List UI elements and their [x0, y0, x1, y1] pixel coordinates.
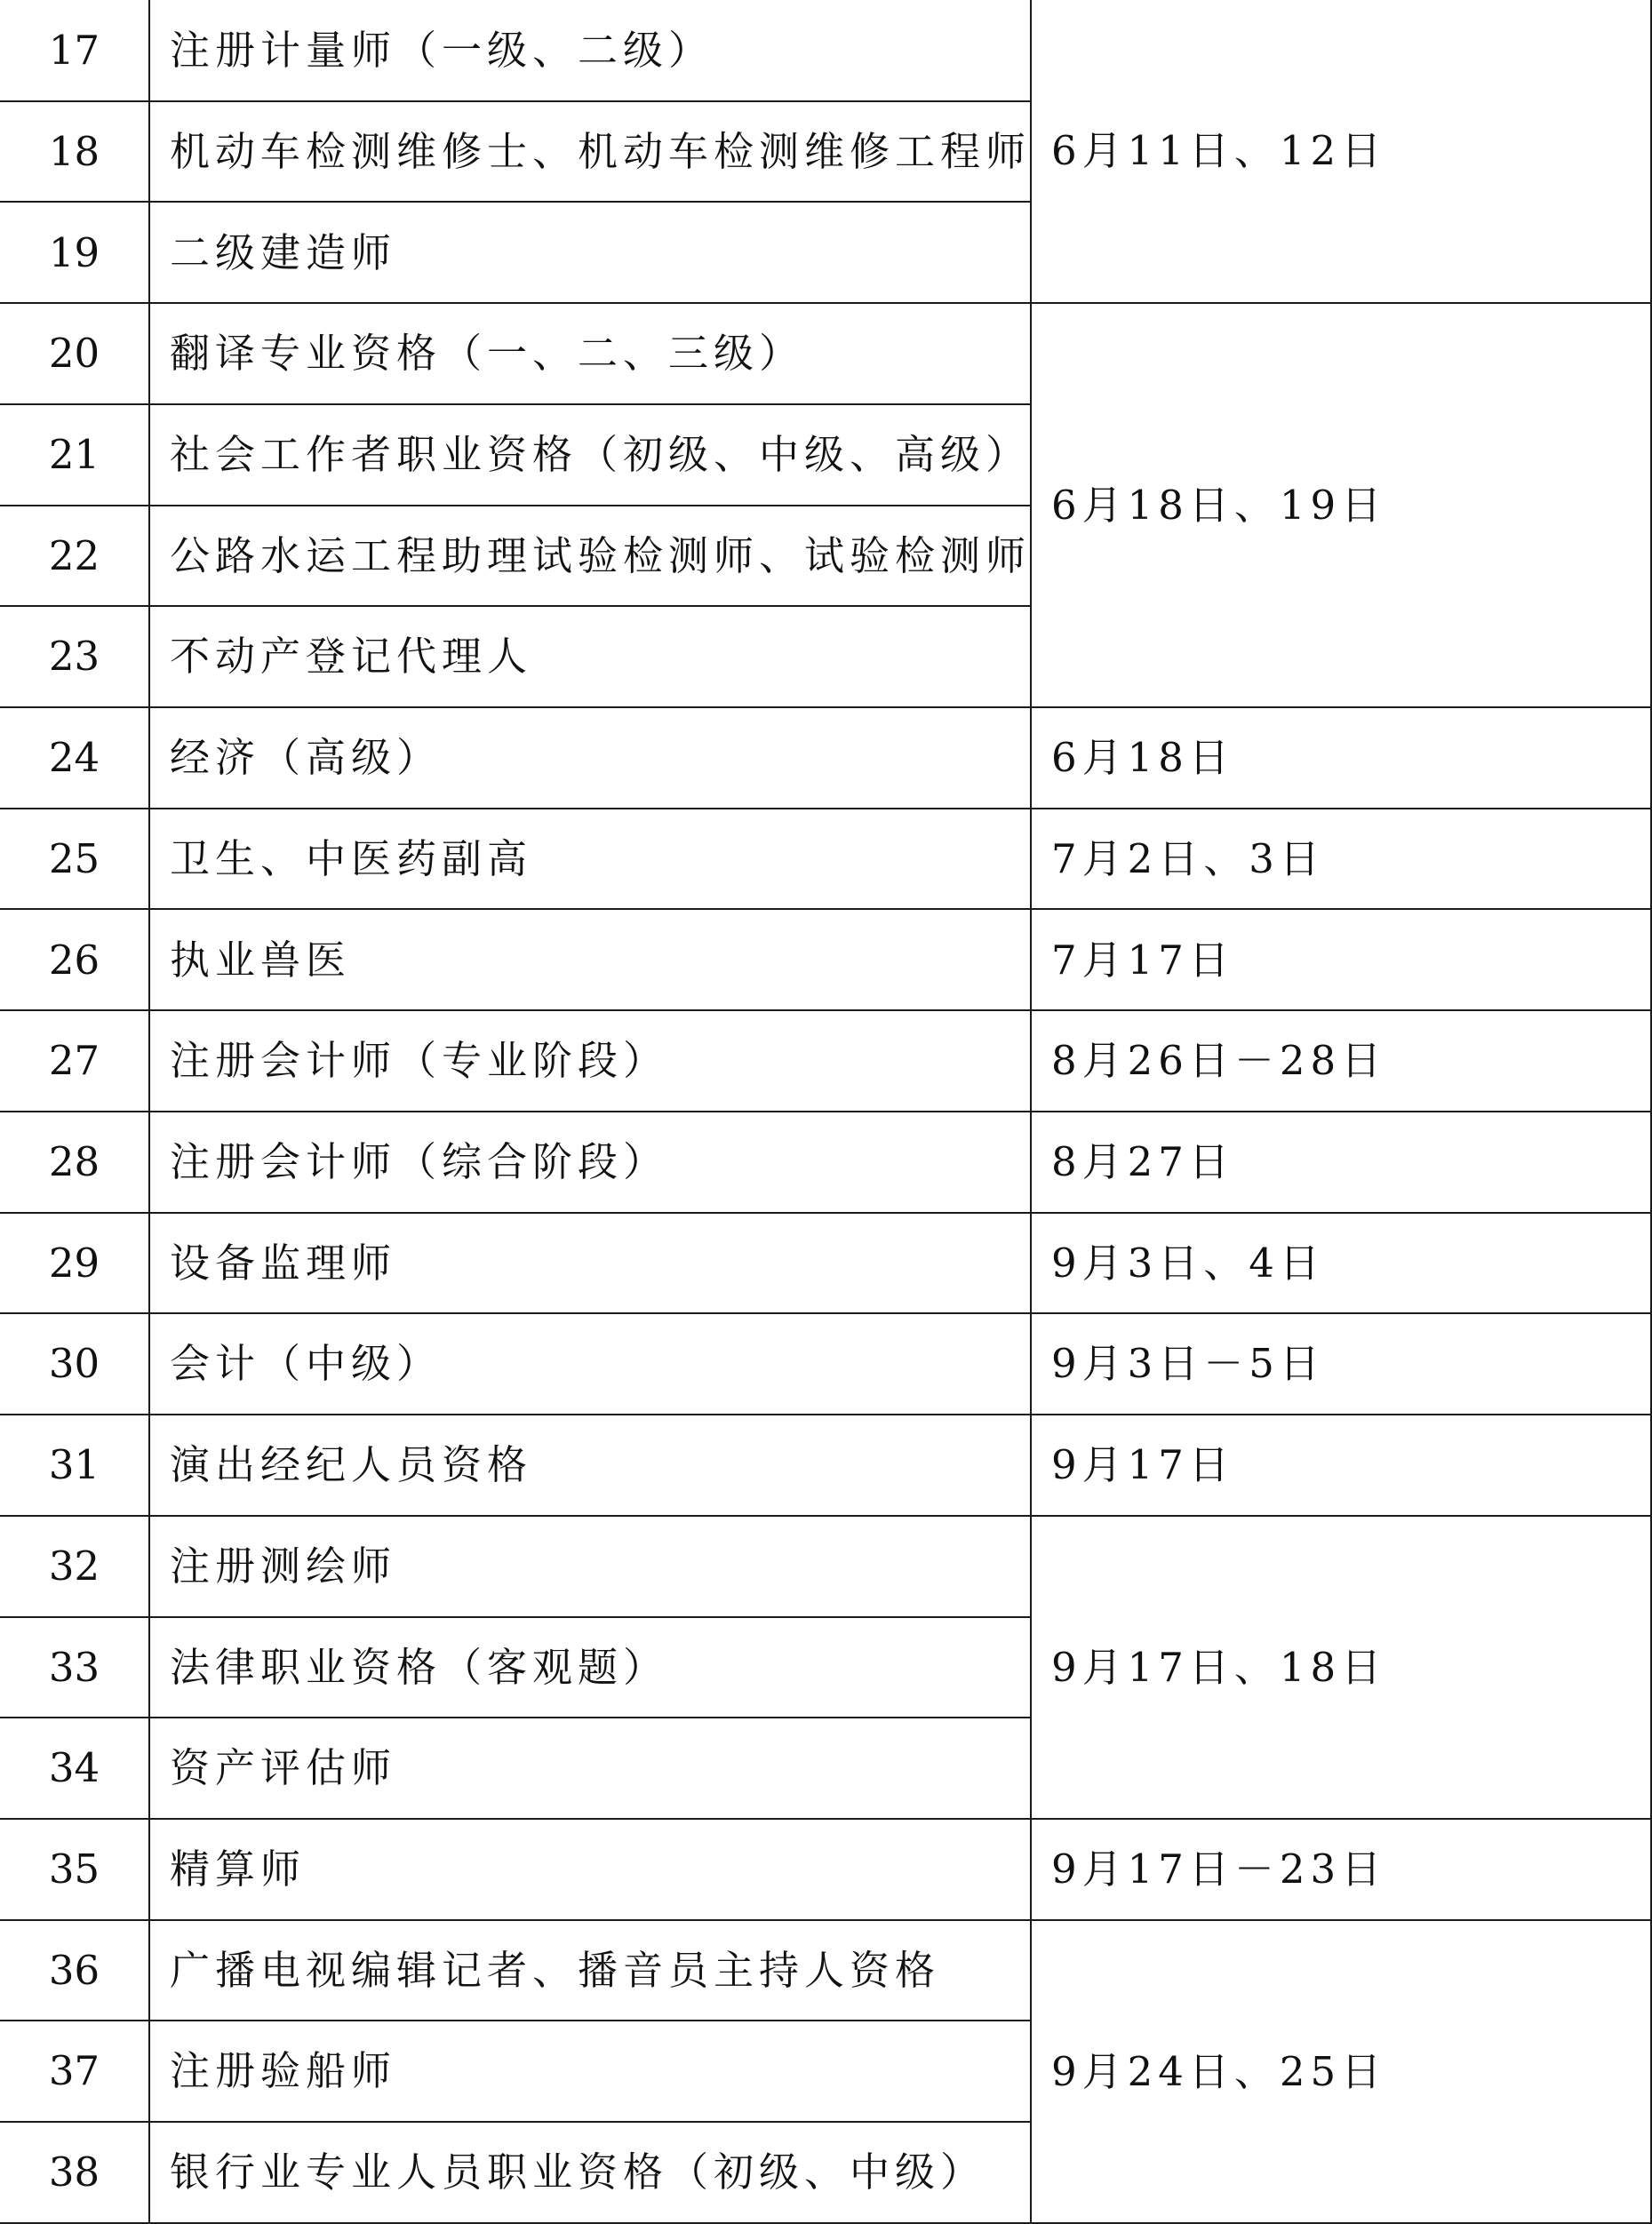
- exam-name: 注册验船师: [149, 2021, 1031, 2122]
- row-number: 17: [0, 0, 149, 101]
- exam-date: 9月17日、18日: [1031, 1516, 1651, 1819]
- exam-name: 银行业专业人员职业资格（初级、中级）: [149, 2122, 1031, 2223]
- row-number: 26: [0, 909, 149, 1010]
- table-row: [0, 1112, 1651, 1213]
- exam-name: 注册会计师（综合阶段）: [149, 1112, 1031, 1213]
- row-number: 30: [0, 1313, 149, 1415]
- exam-name: 执业兽医: [149, 909, 1031, 1010]
- table-row: [0, 0, 1651, 101]
- exam-name: 翻译专业资格（一、二、三级）: [149, 303, 1031, 404]
- row-number: 32: [0, 1516, 149, 1617]
- row-number: 35: [0, 1819, 149, 1920]
- row-number: 19: [0, 202, 149, 303]
- exam-name: 设备监理师: [149, 1213, 1031, 1314]
- row-number: 21: [0, 404, 149, 506]
- exam-name: 资产评估师: [149, 1718, 1031, 1819]
- row-number: 25: [0, 809, 149, 910]
- exam-name: 不动产登记代理人: [149, 606, 1031, 707]
- exam-name: 注册会计师（专业阶段）: [149, 1010, 1031, 1112]
- exam-name: 机动车检测维修士、机动车检测维修工程师: [149, 101, 1031, 203]
- exam-name: 法律职业资格（客观题）: [149, 1617, 1031, 1718]
- table-row: [0, 809, 1651, 910]
- exam-date: 6月11日、12日: [1031, 0, 1651, 303]
- table-row: [0, 1920, 1651, 2021]
- table-row: [0, 1819, 1651, 1920]
- table-row: [0, 1213, 1651, 1314]
- exam-name: 二级建造师: [149, 202, 1031, 303]
- exam-name: 经济（高级）: [149, 707, 1031, 809]
- exam-name: 演出经纪人员资格: [149, 1415, 1031, 1516]
- table-row: [0, 1010, 1651, 1112]
- row-number: 36: [0, 1920, 149, 2021]
- row-number: 18: [0, 101, 149, 203]
- row-number: 31: [0, 1415, 149, 1516]
- exam-name: 会计（中级）: [149, 1313, 1031, 1415]
- exam-date: 9月3日－5日: [1031, 1313, 1651, 1415]
- row-number: 22: [0, 506, 149, 607]
- row-number: 37: [0, 2021, 149, 2122]
- row-number: 38: [0, 2122, 149, 2223]
- table-row: [0, 303, 1651, 404]
- exam-name: 精算师: [149, 1819, 1031, 1920]
- exam-date: 7月2日、3日: [1031, 809, 1651, 910]
- row-number: 24: [0, 707, 149, 809]
- row-number: 33: [0, 1617, 149, 1718]
- row-number: 28: [0, 1112, 149, 1213]
- exam-date: 6月18日、19日: [1031, 303, 1651, 707]
- exam-date: 6月18日: [1031, 707, 1651, 809]
- row-number: 29: [0, 1213, 149, 1314]
- exam-name: 注册测绘师: [149, 1516, 1031, 1617]
- table-row: [0, 909, 1651, 1010]
- exam-name: 公路水运工程助理试验检测师、试验检测师: [149, 506, 1031, 607]
- exam-name: 卫生、中医药副高: [149, 809, 1031, 910]
- row-number: 34: [0, 1718, 149, 1819]
- table-row: [0, 1415, 1651, 1516]
- row-number: 20: [0, 303, 149, 404]
- table-row: [0, 1516, 1651, 1617]
- table-row: [0, 707, 1651, 809]
- exam-date: 8月27日: [1031, 1112, 1651, 1213]
- exam-date: 9月17日: [1031, 1415, 1651, 1516]
- exam-date: 9月3日、4日: [1031, 1213, 1651, 1314]
- table-row: [0, 1313, 1651, 1415]
- exam-name: 注册计量师（一级、二级）: [149, 0, 1031, 101]
- exam-date: 9月17日－23日: [1031, 1819, 1651, 1920]
- row-number: 23: [0, 606, 149, 707]
- exam-name: 社会工作者职业资格（初级、中级、高级）: [149, 404, 1031, 506]
- row-number: 27: [0, 1010, 149, 1112]
- exam-date: 7月17日: [1031, 909, 1651, 1010]
- exam-date: 9月24日、25日: [1031, 1920, 1651, 2223]
- exam-date: 8月26日－28日: [1031, 1010, 1651, 1112]
- exam-name: 广播电视编辑记者、播音员主持人资格: [149, 1920, 1031, 2021]
